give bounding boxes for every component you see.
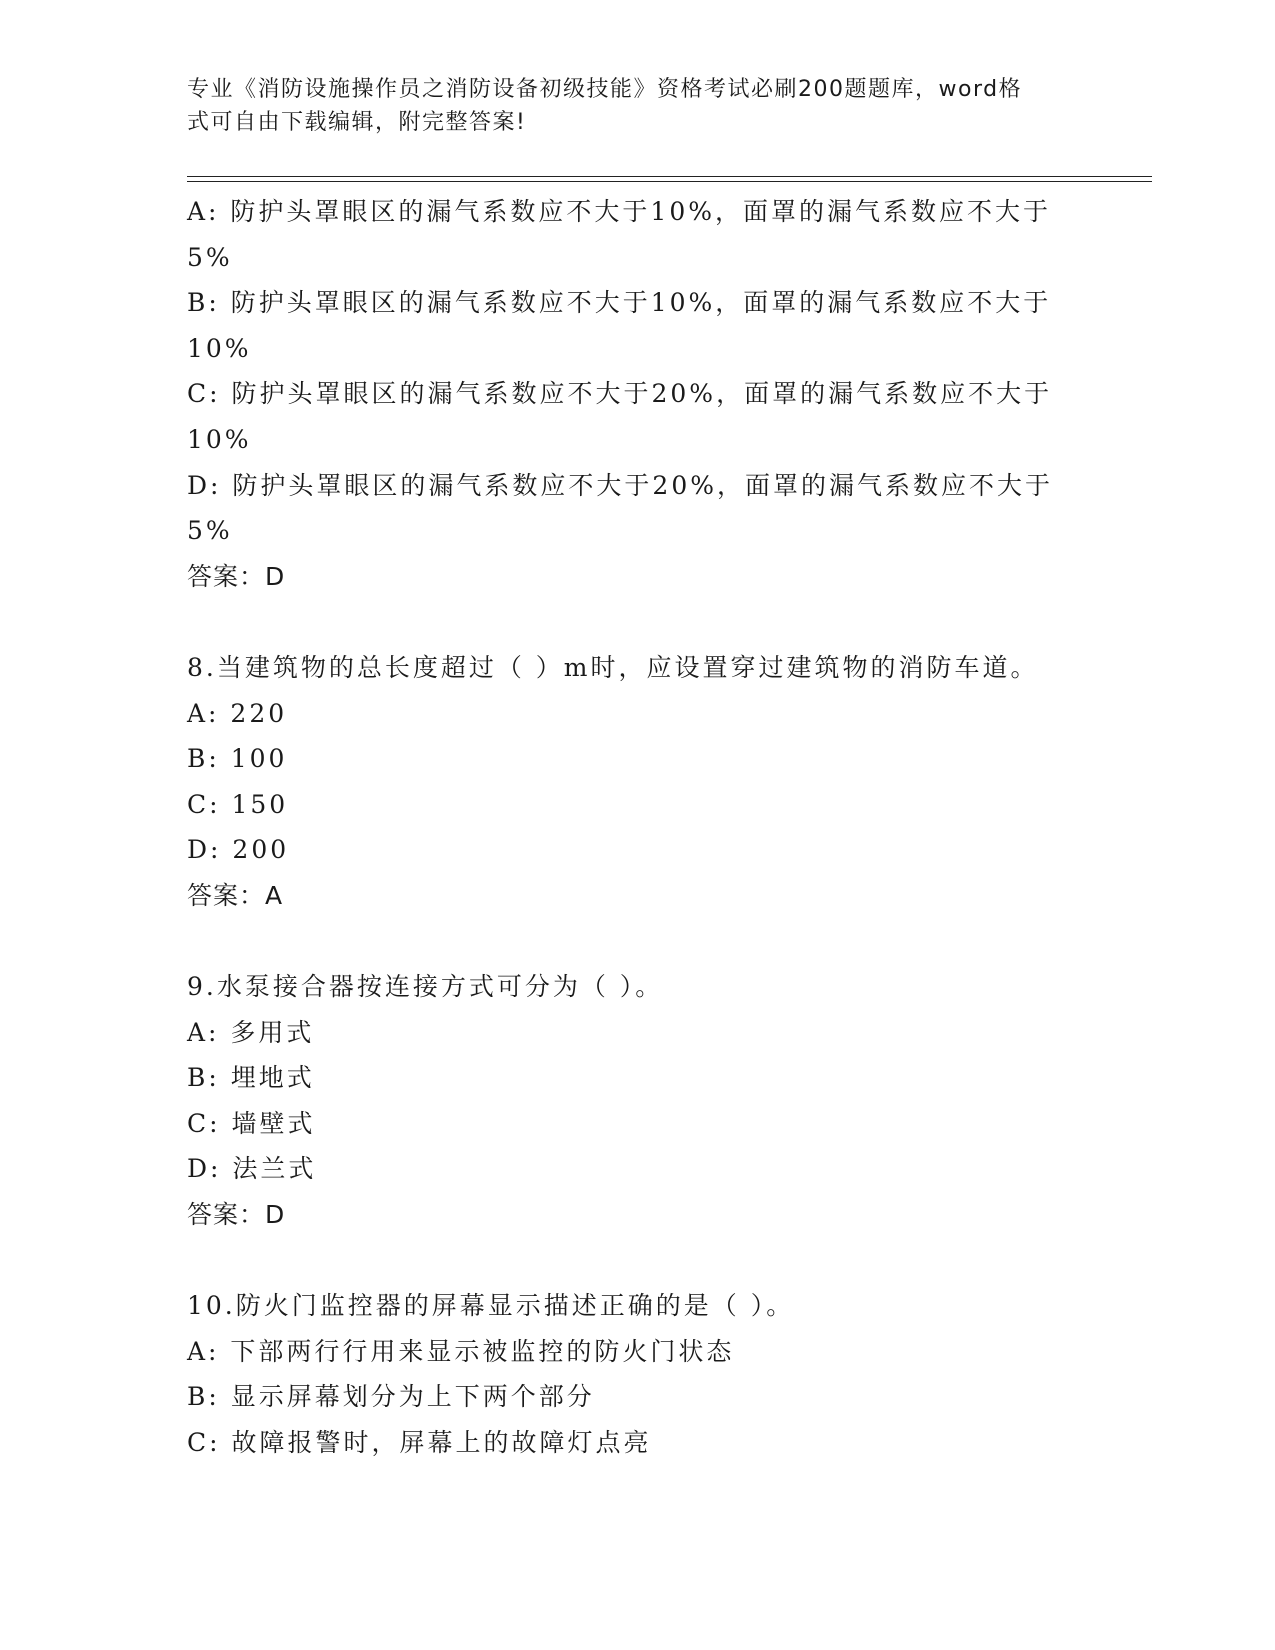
question-spacer [187,1238,1067,1284]
question-stem: 9.水泵接合器按连接方式可分为（ ）。 [187,972,664,1002]
question-stem: 10.防火门监控器的屏幕显示描述正确的是（ ）。 [187,1291,795,1321]
question-spacer [187,599,1067,645]
option-b: B: 埋地式 [187,1063,315,1093]
header-rule-top [187,176,1152,177]
option-c-line-1: C: 防护头罩眼区的漏气系数应不大于20%，面罩的漏气系数应不大于 [187,379,1053,409]
header-line-2: 式可自由下载编辑，附完整答案! [187,110,527,135]
option-a-line-1: A: 防护头罩眼区的漏气系数应不大于10%，面罩的漏气系数应不大于 [187,197,1051,226]
option-a: A: 220 [187,698,288,728]
option-b: B: 显示屏幕划分为上下两个部分 [187,1382,595,1412]
question-list [187,189,1067,1466]
option-d-line-2: 5% [187,516,233,546]
question-spacer [187,919,1067,965]
option-c: C: 故障报警时，屏幕上的故障灯点亮 [187,1428,652,1458]
option-c-line-2: 10% [187,424,252,454]
answer-text: 答案：D [187,1200,286,1230]
option-b-line-1: B: 防护头罩眼区的漏气系数应不大于10%，面罩的漏气系数应不大于 [187,288,1052,318]
option-b: B: 100 [187,744,288,774]
header-rule-bottom [187,181,1152,182]
question-7 [187,189,1067,599]
question-10 [187,1283,1067,1465]
question-9 [187,964,1067,1238]
header-line-1: 专业《消防设施操作员之消防设备初级技能》资格考试必刷200题题库，word格 [187,77,1023,102]
option-b-line-2: 10% [187,333,252,363]
option-c: C: 墙壁式 [187,1108,316,1138]
option-a: A: 下部两行行用来显示被监控的防火门状态 [187,1336,735,1366]
option-d-line-1: D: 防护头罩眼区的漏气系数应不大于20%，面罩的漏气系数应不大于 [187,470,1053,500]
option-d: D: 200 [187,835,290,865]
question-8 [187,645,1067,919]
option-a-line-2: 5% [187,242,233,272]
question-stem: 8.当建筑物的总长度超过（ ）m时，应设置穿过建筑物的消防车道。 [187,652,1039,682]
option-c: C: 150 [187,789,289,819]
document-header [187,73,1067,139]
option-d: D: 法兰式 [187,1154,317,1184]
answer-text: 答案：A [187,880,284,910]
option-a: A: 多用式 [187,1017,315,1047]
answer-text: 答案：D [187,561,286,591]
